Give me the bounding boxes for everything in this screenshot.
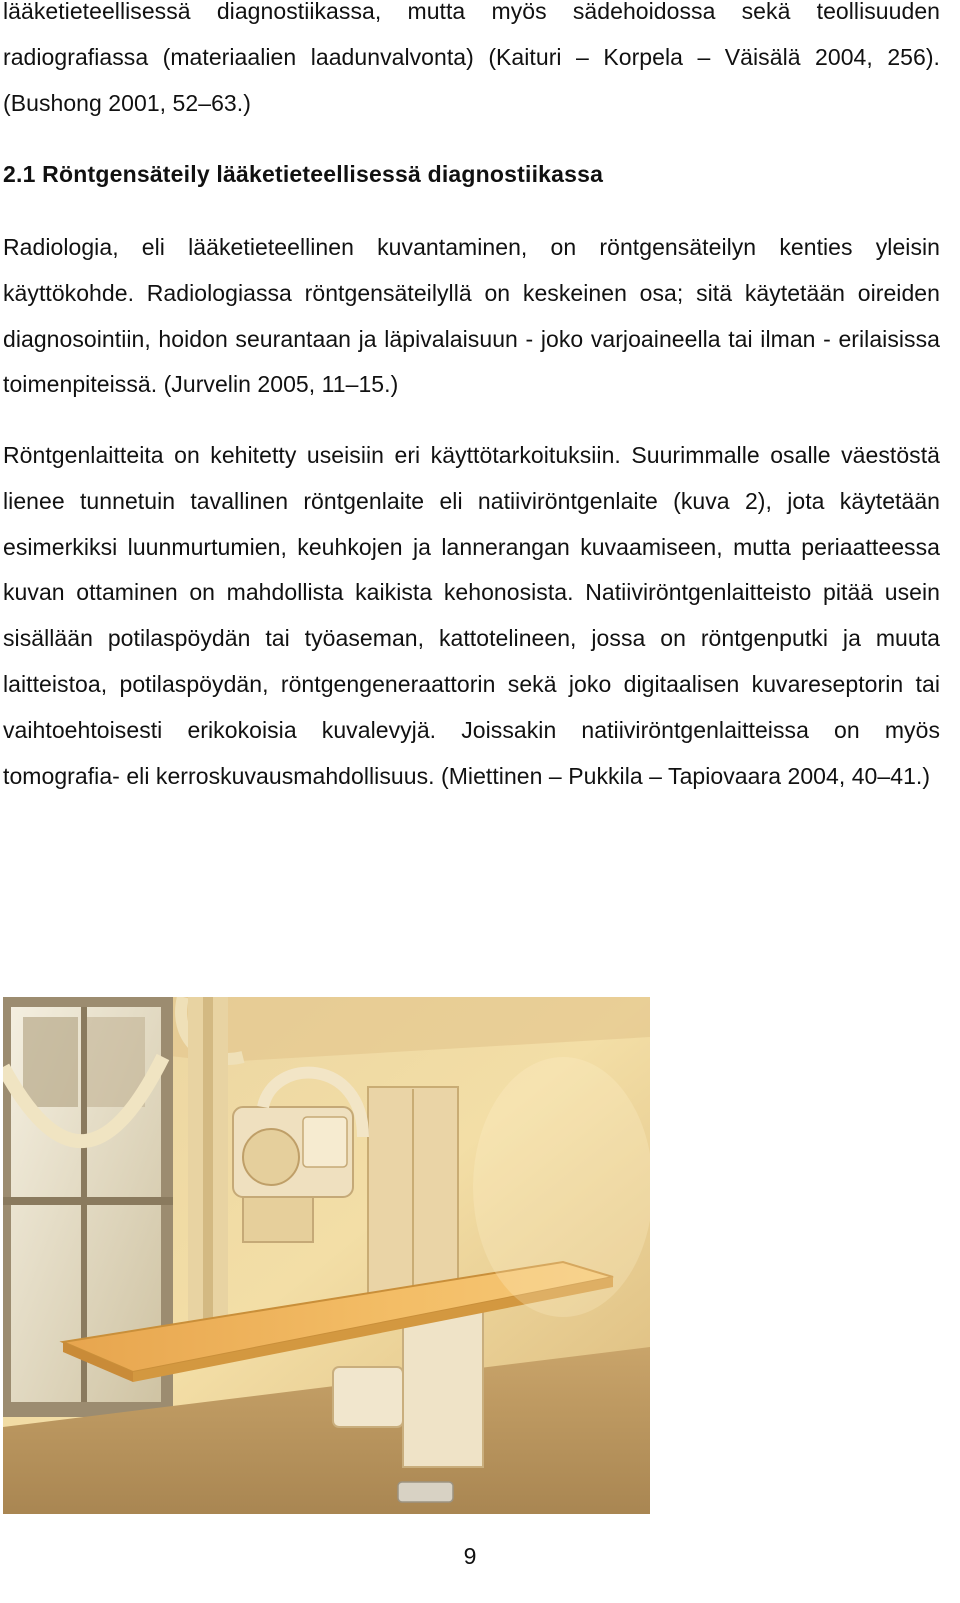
xray-tube [243, 1129, 299, 1185]
paragraph-devices: Röntgenlaitteita on kehitetty useisiin eri käyttötarkoituksiin. Suurimmalle osalle väestöstä lienee tunnetuin tavallinen röntgenlaite eli natiiviröntgenlaite (kuva 2), jota käytetään esimerkiksi luunmurtumien, keuhkojen ja lannerangan kuvaamiseen, mutta periaatteessa kuvan ottaminen on mahdollista kaikista kehonosista. Natiiviröntgenlaitteisto pitää usein sisällään potilaspöydän tai työaseman, kattotelineen, jossa on röntgenputki ja muuta laitteistoa, potilaspöydän, röntgengeneraattorin sekä joko digitaalisen kuvareseptorin tai vaihtoehtoisesti erikokoisia kuvalevyjä. Joissakin natiiviröntgenlaitteissa on myös tomografia- eli kerroskuvausmahdollisuus. (Miettinen – Pukkila – Tapiovaara 2004, 40–41.) [3, 442, 940, 789]
foot-pedal [398, 1482, 453, 1502]
table-control-unit [333, 1367, 403, 1427]
page-number: 9 [463, 1543, 477, 1569]
window-mullion [3, 1197, 173, 1205]
paragraph-radiology: Radiologia, eli lääketieteellinen kuvantaminen, on röntgensäteilyn kenties yleisin käyttökohde. Radiologiassa röntgensäteilyllä on keskeinen osa; sitä käytetään oireiden diagnosointiin, hoidon seurantaan ja läpivalaisuun - joko varjoaineella tai ilman - erilaisissa toimenpiteissä. (Jurvelin 2005, 11–15.) [3, 234, 940, 398]
collimator [243, 1197, 313, 1242]
window-building [23, 1017, 78, 1107]
light-glare [473, 1057, 650, 1317]
paragraph-intro: lääketieteellisessä diagnostiikassa, mutta myös sädehoidossa sekä teollisuuden radiografiassa (materiaalien laadunvalvonta) (Kaituri – Korpela – Väisälä 2004, 256). (Bushong 2001, 52–63.) [3, 0, 940, 116]
ceiling-column-shade [203, 997, 213, 1327]
section-heading: 2.1 Röntgensäteily lääketieteellisessä diagnostiikassa [3, 161, 604, 187]
control-panel [303, 1117, 347, 1167]
xray-room-illustration [3, 997, 650, 1514]
xray-room-photo [3, 997, 650, 1514]
